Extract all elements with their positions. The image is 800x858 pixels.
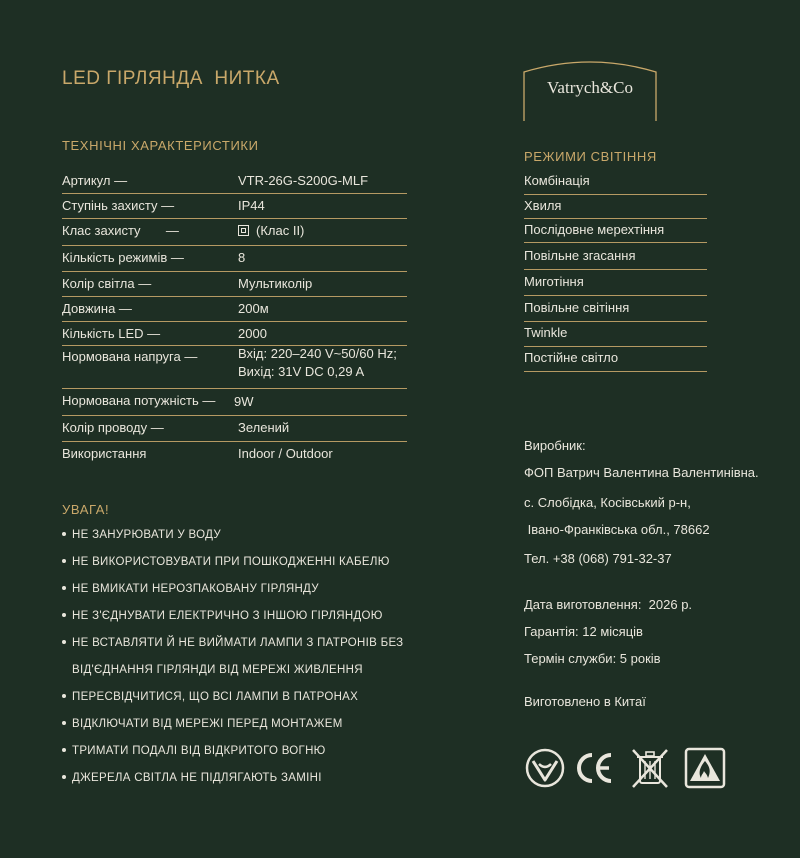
ua-conformity-icon	[524, 747, 566, 789]
brand-logo	[523, 52, 657, 122]
warning-item	[62, 691, 358, 703]
warning-item	[62, 583, 319, 595]
spec-row	[62, 416, 407, 442]
bullet-icon	[62, 775, 66, 779]
warning-item	[62, 772, 322, 784]
warning-text: НЕ ВИКОРИСТОВУВАТИ ПРИ ПОШКОДЖЕННІ КАБЕЛЮ	[72, 556, 390, 568]
spec-row	[62, 272, 407, 297]
spec-key: Артикул —	[62, 173, 128, 188]
warning-text: ДЖЕРЕЛА СВІТЛА НЕ ПІДЛЯГАЮТЬ ЗАМІНІ	[72, 772, 322, 784]
spec-key: Колір світла —	[62, 276, 152, 291]
specs-heading: ТЕХНІЧНІ ХАРАКТЕРИСТИКИ	[62, 138, 259, 153]
spec-row	[62, 442, 407, 464]
class-ii-icon	[238, 225, 249, 236]
mode-item	[524, 348, 707, 372]
warning-text: НЕ ЗАНУРЮВАТИ У ВОДУ	[72, 529, 221, 541]
bullet-icon	[62, 748, 66, 752]
manufacturer-address-1: с. Слобідка, Косівський р-н,	[524, 495, 691, 510]
mode-item	[524, 220, 707, 243]
manufacturer-label: Виробник:	[524, 438, 586, 453]
mode-label: Повільне світіння	[524, 300, 630, 315]
spec-row	[62, 346, 407, 389]
warning-text: ВІД'ЄДНАННЯ ГІРЛЯНДИ ВІД МЕРЕЖІ ЖИВЛЕННЯ	[72, 664, 363, 676]
manufacturer-name: ФОП Ватрич Валентина Валентинівна.	[524, 465, 759, 480]
spec-key: Кількість LED —	[62, 326, 161, 341]
warning-text: ПЕРЕСВІДЧИТИСЯ, ЩО ВСІ ЛАМПИ В ПАТРОНАХ	[72, 691, 359, 703]
warning-item	[62, 745, 326, 757]
mode-label: Миготіння	[524, 274, 584, 289]
warning-item	[72, 664, 363, 676]
spec-key: Довжина —	[62, 301, 132, 316]
bullet-icon	[62, 586, 66, 590]
spec-value: Мультиколір	[238, 276, 313, 291]
service-life: Термін служби: 5 років	[524, 651, 661, 666]
spec-row	[62, 246, 407, 272]
spec-value-text: (Клас ІІ)	[256, 223, 305, 238]
spec-row	[62, 297, 407, 322]
spec-value: IP44	[238, 198, 265, 213]
mode-item	[524, 196, 707, 219]
made-in: Виготовлено в Китаї	[524, 694, 646, 709]
spec-value: Вхід: 220–240 V~50/60 Hz; Вихід: 31V DC 0,29 A	[238, 346, 397, 379]
spec-key: Ступінь захисту —	[62, 198, 175, 213]
warning-text: НЕ ВМИКАТИ НЕРОЗПАКОВАНУ ГІРЛЯНДУ	[72, 583, 319, 595]
spec-key: Використання	[62, 446, 147, 461]
warning-item	[62, 718, 343, 730]
mode-item	[524, 171, 707, 195]
warning-item	[62, 610, 383, 622]
modes-heading: РЕЖИМИ СВІТІННЯ	[524, 149, 657, 164]
spec-value	[238, 222, 304, 240]
spec-value: 8	[238, 250, 246, 265]
warning-item	[62, 556, 390, 568]
spec-key: Клас захисту —	[62, 223, 179, 238]
warning-item	[62, 529, 221, 541]
bullet-icon	[62, 694, 66, 698]
ce-mark-icon	[573, 747, 615, 789]
warning-item	[62, 637, 403, 649]
bullet-icon	[62, 613, 66, 617]
spec-row	[62, 322, 407, 346]
spec-value: Зелений	[238, 420, 290, 435]
mode-item	[524, 323, 707, 347]
manufacturer-phone: Тел. +38 (068) 791-32-37	[524, 551, 672, 566]
mode-label: Хвиля	[524, 198, 562, 213]
manufacturer-address-2: Івано-Франківська обл., 78662	[524, 522, 710, 537]
mode-item	[524, 298, 707, 322]
spec-row	[62, 169, 407, 194]
warning-text: ТРИМАТИ ПОДАЛІ ВІД ВІДКРИТОГО ВОГНЮ	[72, 745, 326, 757]
flammability-icon	[684, 747, 726, 789]
spec-key: Кількість режимів —	[62, 250, 184, 265]
warning-heading: УВАГА!	[62, 502, 110, 517]
mode-item	[524, 272, 707, 296]
spec-value: 2000	[238, 326, 267, 341]
warranty: Гарантія: 12 місяців	[524, 624, 643, 639]
production-date: Дата виготовлення: 2026 р.	[524, 597, 693, 612]
brand-name: Vatrych&Co	[547, 78, 633, 97]
spec-value: 200м	[238, 301, 269, 316]
spec-value: 9W	[234, 394, 254, 409]
warning-text: ВІДКЛЮЧАТИ ВІД МЕРЕЖІ ПЕРЕД МОНТАЖЕМ	[72, 718, 343, 730]
spec-value: VTR-26G-S200G-MLF	[238, 173, 369, 188]
mode-item	[524, 246, 707, 270]
weee-bin-icon	[629, 747, 671, 789]
mode-label: Повільне згасання	[524, 248, 636, 263]
spec-key: Нормована потужність —	[62, 393, 216, 408]
mode-label: Постійне світло	[524, 350, 619, 365]
spec-row	[62, 219, 407, 246]
bullet-icon	[62, 532, 66, 536]
mode-label: Послідовне мерехтіння	[524, 222, 665, 237]
spec-row	[62, 389, 407, 416]
product-title: LED ГІРЛЯНДА НИТКА	[62, 68, 280, 89]
bullet-icon	[62, 559, 66, 563]
bullet-icon	[62, 640, 66, 644]
spec-key: Нормована напруга —	[62, 349, 198, 364]
bullet-icon	[62, 721, 66, 725]
spec-key: Колір проводу —	[62, 420, 164, 435]
mode-label: Twinkle	[524, 325, 568, 340]
warning-text: НЕ ВСТАВЛЯТИ Й НЕ ВИЙМАТИ ЛАМПИ З ПАТРОНІВ БЕЗ	[72, 637, 404, 649]
mode-label: Комбінація	[524, 173, 590, 188]
spec-row	[62, 194, 407, 219]
spec-value: Indoor / Outdoor	[238, 446, 333, 461]
warning-text: НЕ З'ЄДНУВАТИ ЕЛЕКТРИЧНО З ІНШОЮ ГІРЛЯНДОЮ	[72, 610, 383, 622]
